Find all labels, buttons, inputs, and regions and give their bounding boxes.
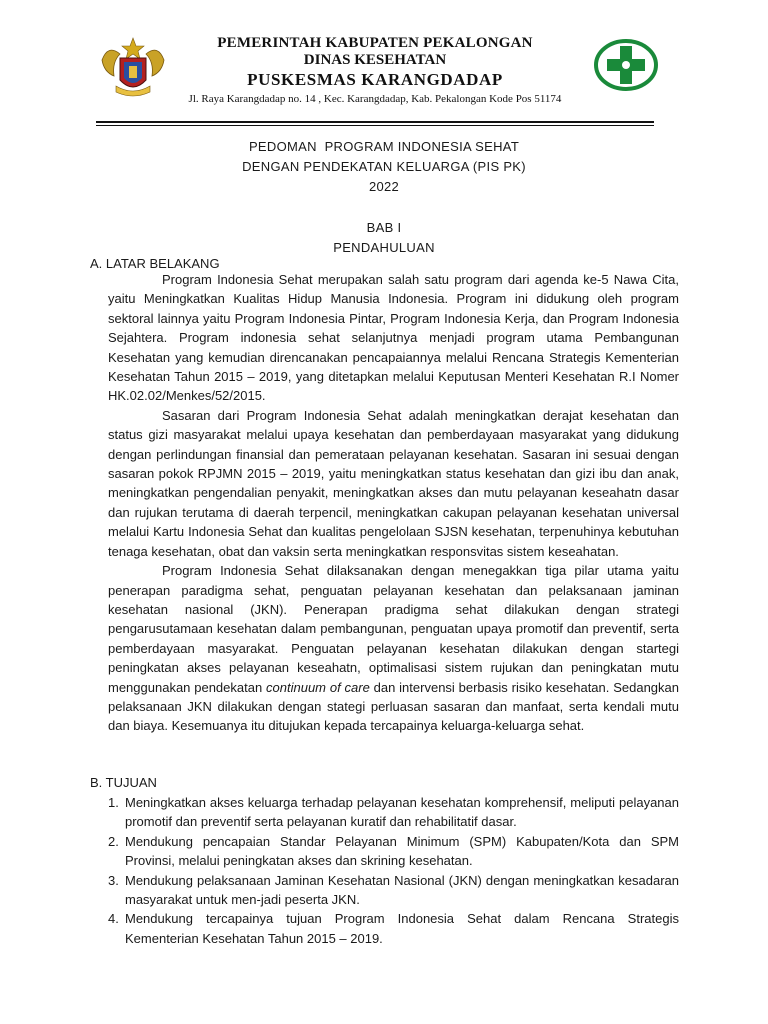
list-item [108, 909, 679, 948]
agency-name: DINAS KESEHATAN [303, 52, 447, 68]
letterhead-rule-thin [96, 125, 654, 126]
paragraph-1: Program Indonesia Sehat merupakan salah satu program dari agenda ke-5 Nawa Cita, yaitu Meningkatkan Kualitas Hidup Manusia Indonesia. Program ini didukung oleh program sektoral lainnya yaitu Program Indonesia Pintar, Program Indonesia Kerja, dan Program Indonesia Sejahtera. Program indonesia sehat selanjutnya menjadi program utama Pembangunan Kesehatan yang kemudian direncanakan pencapaiannya melalui Rencana Strategis Kementerian Kesehatan Tahun 2015 – 2019, yang ditetapkan melalui Keputusan Menteri Kesehatan R.I Nomer HK.02.02/Menkes/52/2015. [108, 272, 679, 404]
list-item-text: Mendukung pencapaian Standar Pelayanan Minimum (SPM) Kabupaten/Kota dan SPM Provinsi, melalui peningkatan akses dan skrining kesehatan. [125, 833, 679, 869]
document-title [100, 137, 668, 197]
section-heading-tujuan: B. TUJUAN [90, 775, 157, 790]
title-line-2: DENGAN PENDEKATAN KELUARGA (PIS PK) [242, 159, 526, 174]
paragraph-3-italic-term: continuum of care [266, 679, 370, 695]
list-item [108, 871, 679, 910]
list-item [108, 832, 679, 871]
paragraph-2: Sasaran dari Program Indonesia Sehat adalah meningkatkan derajat kesehatan dan status gizi masyarakat melalui upaya kesehatan dan pemberdayaan masyarakat yang didukung dengan perlindungan finansial dan pemerataan pelayanan kesehatan. Sasaran ini sesuai dengan sasaran pokok RPJMN 2015 – 2019, yaitu meningkatkan status kesehatan dan gizi ibu dan anak, meningkatkan pengendalian penyakit, meningkatkan akses dan mutu pelayanan keseahatn dasar dan rujukan terutama di daerah terpencil, meningkatkan cakupan pelayanan kesehatan universal melalui Kartu Indonesia Sehat dan kualitas pengelolaan SJSN kesehatan, terpenuhinya kebutuhan tenaga kesehatan, obat dan vaksin serta meningkatkan responsvitas sistem keseahatan. [108, 407, 679, 559]
list-item-number: 3. [108, 872, 119, 888]
title-year: 2022 [368, 179, 400, 194]
address: Jl. Raya Karangdadap no. 14 , Kec. Karangdadap, Kab. Pekalongan Kode Pos 51174 [188, 93, 562, 105]
list-item-text: Mendukung pelaksanaan Jaminan Kesehatan Nasional (JKN) dengan meningkatkan kesadaran masyarakat untuk men-jadi peserta JKN. [125, 872, 679, 908]
chapter-name: PENDAHULUAN [333, 240, 435, 255]
government-name: PEMERINTAH KABUPATEN PEKALONGAN [217, 35, 533, 51]
list-item-text: Meningkatkan akses keluarga terhadap pelayanan kesehatan komprehensif, meliputi pelayanan promotif dan preventif serta pelayanan kuratif dan rehabilitatif dasar. [125, 795, 679, 830]
letterhead-text [170, 34, 580, 106]
paragraph-3 [108, 561, 679, 736]
letterhead-rule-thick [96, 121, 654, 123]
list-item-number: 2. [108, 833, 119, 849]
puskesmas-name: PUSKESMAS KARANGDADAP [247, 70, 503, 89]
list-item-number: 4. [108, 911, 119, 927]
paragraph-3-part-2: dan intervensi berbasis risiko kesehatan. Sedangkan pelaksanaan JKN dilakukan dengan stategi perluasan sasaran dan manfaat, serta kendali mutu dan biaya. Kesemuanya itu ditujukan kepada tercapainya keluarga-keluarga sehat. [108, 679, 679, 734]
title-line-1: PEDOMAN PROGRAM INDONESIA SEHAT [248, 139, 520, 154]
goals-list [108, 793, 679, 948]
section-heading-latar-belakang: A. LATAR BELAKANG [90, 256, 220, 271]
list-item [108, 793, 679, 832]
section-body-latar-belakang [108, 270, 679, 736]
list-item-number: 1. [108, 795, 119, 810]
pekalongan-emblem-icon [98, 36, 168, 100]
chapter-number: BAB I [366, 220, 402, 235]
puskesmas-logo-icon [590, 34, 662, 96]
list-item-text: Mendukung tercapainya tujuan Program Indonesia Sehat dalam Rencana Strategis Kementerian Kesehatan Tahun 2015 – 2019. [125, 911, 679, 946]
chapter-heading [100, 218, 668, 258]
paragraph-3-part-1: Program Indonesia Sehat dilaksanakan dengan menegakkan tiga pilar utama yaitu penerapan paradigma sehat, penguatan pelayanan kesehatan dan pelaksanaan jaminan kesehatan nasional (JKN). Penerapan pradigma sehat dilakukan dengan strategi pengarusutamaan kesehatan dalam pembangunan, penguatan upaya promotif dan preventif, serta pemberdayaan masyarakat. Penguatan pelayanan kesehatan dilakukan dengan startegi peningkatan akses pelayanan keseahatn, optimalisasi sistem rujukan dan peningkatan mutu menggunakan pendekatan [108, 563, 679, 695]
letterhead [0, 0, 768, 130]
